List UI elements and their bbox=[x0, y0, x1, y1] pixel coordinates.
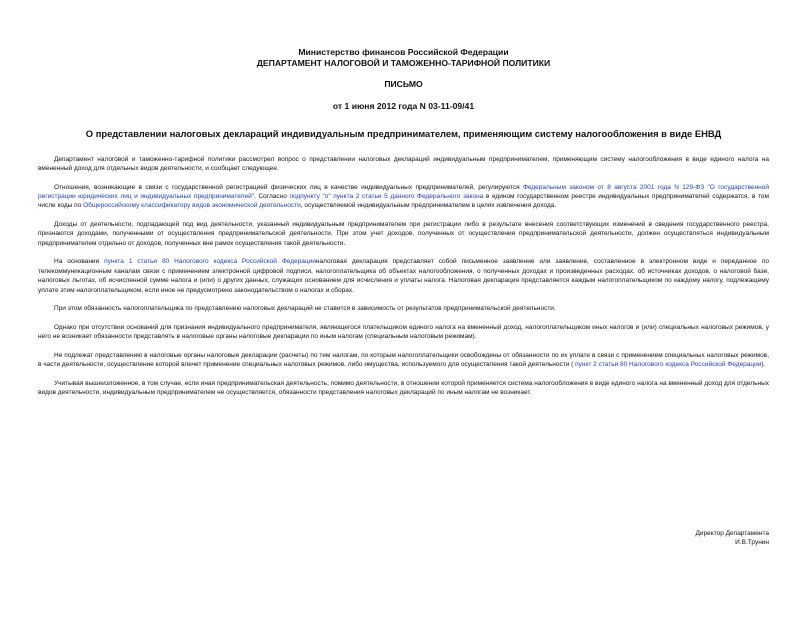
ministry-name: Министерство финансов Российской Федерации bbox=[298, 47, 509, 57]
paragraph-3: Доходы от деятельности, подпадающей под вид деятельности, указанный индивидуальным предпринимателем при регистрации либо в результате внесения соответствующих изменений в сведения государственного реестра, признаются доходами, полученными от осуществления предпринимательской деятельности. При этом учет доходов, полученных от осуществления предпринимательской деятельности, должен осуществляться индивидуальным предпринимателем отдельно от доходов, полученных вне рамок осуществления такой деятельности. bbox=[38, 220, 769, 247]
document-page bbox=[0, 47, 807, 618]
paragraph-4 bbox=[38, 257, 769, 295]
link-federal-law-129[interactable]: Федеральным законом от 8 августа 2001 года N 129-ФЗ "О государственной регистрации юридических лиц и индивидуальных предпринимателей" bbox=[38, 183, 769, 200]
link-article-80-point-1[interactable]: пункта 1 статьи 80 Налогового кодекса Российской Федерации bbox=[104, 258, 316, 266]
paragraph-5: При этом обязанность налогоплательщика по представлению налоговых деклараций не ставится в зависимость от результатов предпринимательской деятельности. bbox=[54, 305, 556, 313]
paragraph-6: Однако при отсутствии оснований для признания индивидуального предпринимателя, являющегося плательщиком единого налога на вмененный доход, налогоплательщиком иных налогов и (или) специальных налоговых режимов, у него не возникает обязанности представлять в налоговые органы налоговые декларации по иным налогам (специальным налоговым режимам). bbox=[38, 323, 769, 341]
signature-block bbox=[696, 529, 769, 548]
signatory-position: Директор Департамента bbox=[695, 530, 769, 537]
paragraph-4-text-a: На основании bbox=[54, 258, 105, 266]
paragraph-2 bbox=[38, 183, 769, 211]
paragraph-7 bbox=[38, 351, 769, 370]
paragraph-7-text-a: Не подлежат представлению в налоговые органы налоговые декларации (расчеты) по тем налогам, по которым налогоплательщики освобождены от обязанности по их уплате в связи с применением специальных налоговых режимов, в части деятельности, осуществление которой влечет применение специальных налоговых режимов, либо имущества, используемого для осуществления такой деятельности ( bbox=[38, 351, 769, 369]
document-subject: О представлении налоговых деклараций индивидуальным предпринимателем, применяющим систему налогообложения в виде ЕНВД bbox=[85, 128, 722, 139]
link-article-80-point-2[interactable]: пункт 2 статьи 80 Налогового кодекса Российской Федерации bbox=[575, 361, 762, 369]
paragraph-8: Учитывая вышеизложенное, в том случае, если иная предпринимательская деятельность, помимо деятельности, в отношении которой применяется система налогообложения в виде единого налога на вмененный доход для отдельных видов деятельности, индивидуальным предпринимателем не осуществляется, обязанности представления налоговых деклараций по иным налогам не возникает. bbox=[38, 379, 769, 397]
paragraph-1: Департамент налоговой и таможенно-тарифной политики рассмотрел вопрос о представлении налоговых деклараций индивидуальным предпринимателем, применяющим систему налогообложения в виде единого налога на вмененный доход для отдельных видов деятельности, и сообщает следующее. bbox=[38, 155, 769, 172]
paragraph-2-text-b: . Согласно bbox=[254, 192, 290, 200]
department-name: ДЕПАРТАМЕНТ НАЛОГОВОЙ И ТАМОЖЕННО-ТАРИФНОЙ ПОЛИТИКИ bbox=[256, 57, 551, 68]
document-date-number: от 1 июня 2012 года N 03-11-09/41 bbox=[332, 100, 475, 111]
link-subparagraph-o-article-5[interactable]: подпункту "о" пункта 2 статьи 5 данного Федерального закона bbox=[289, 192, 484, 200]
link-okved-classifier[interactable]: Общероссийскому классификатору видов экономической деятельности bbox=[83, 202, 301, 210]
paragraph-7-text-b: ). bbox=[761, 361, 766, 369]
paragraph-2-text-d: , осуществляемой индивидуальным предпринимателем в целях извлечения дохода. bbox=[300, 202, 557, 210]
letter-body bbox=[38, 155, 769, 398]
signatory-name: И.В.Трунин bbox=[735, 539, 769, 547]
paragraph-2-text-c: в едином государственном реестре индивидуальных предпринимателей содержатся, в том числе коды по bbox=[38, 192, 769, 210]
document-type: ПИСЬМО bbox=[384, 79, 423, 89]
paragraph-2-text-a: Отношения, возникающие в связи с государственной регистрацией физических лиц в качестве индивидуальных предпринимателей, регулируются bbox=[54, 183, 523, 191]
paragraph-4-text-b: налоговая декларация представляет собой письменное заявление или заявление, составленное в электронном виде и переданное по телекоммуникационным каналам связи с применением электронной цифровой подписи, налогоплательщика об объектах налогообложения, о полученных доходах и произведенных расходах, об источниках доходов, о налоговой базе, налоговых льготах, об исчисленной сумме налога и (или) о других данных, служащих основанием для исчисления и уплаты налога. Налоговая декларация представляется каждым налогоплательщиком по каждому налогу, подлежащему уплате этим налогоплательщиком, если иное не предусмотрено законодательством о налогах и сборах. bbox=[38, 258, 769, 294]
